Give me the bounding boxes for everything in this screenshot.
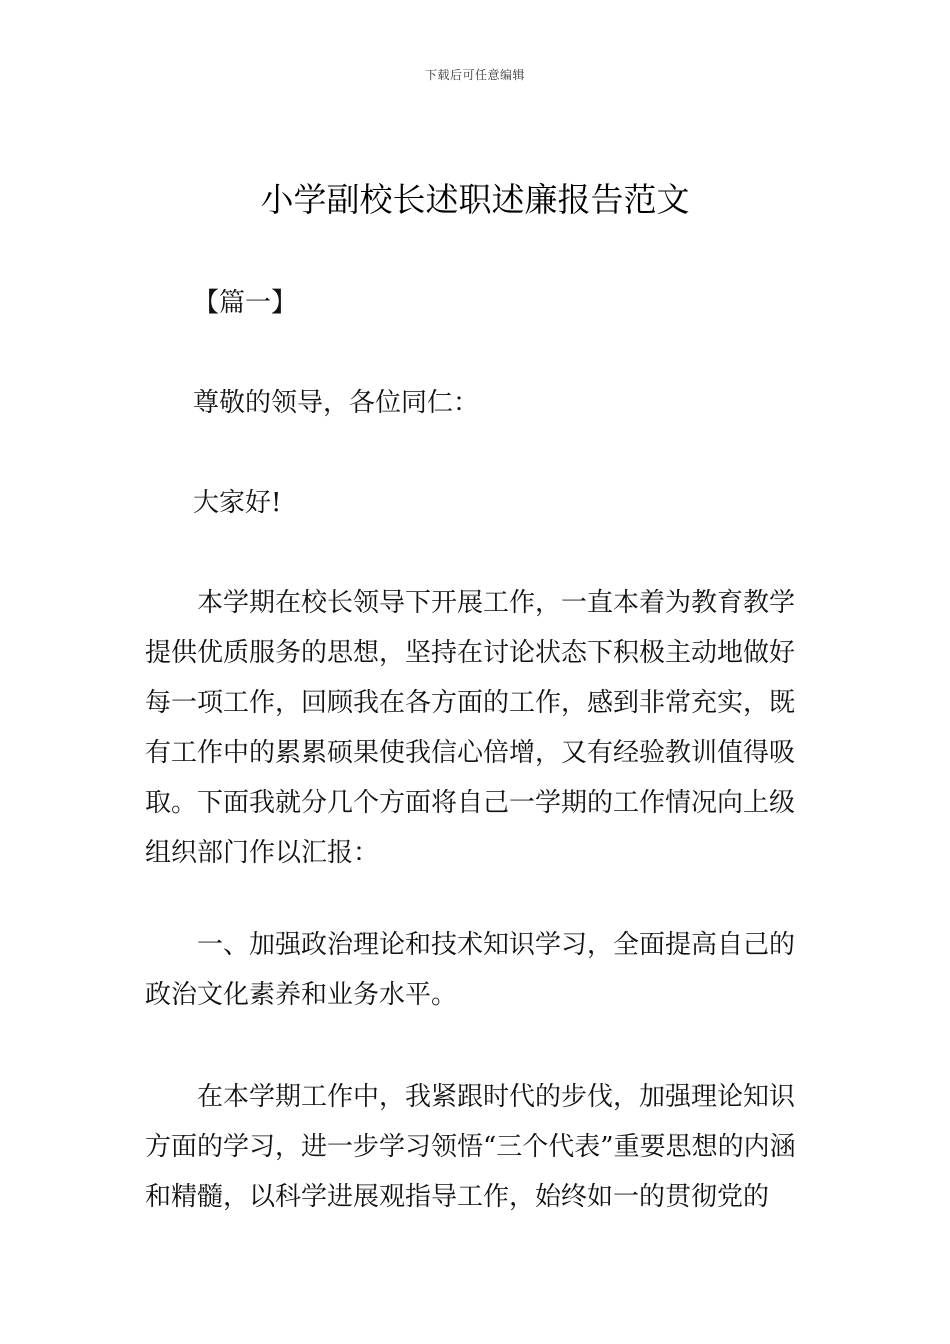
document-title: 小学副校长述职述廉报告范文 — [260, 180, 690, 219]
section-label: 【篇一】 — [193, 288, 298, 318]
paragraph-study: 在本学期工作中，我紧跟时代的步伐，加强理论知识方面的学习，进一步学习领悟“三个代表”重要思想的内涵和精髓，以科学进展观指导工作，始终如一的贯彻党的 — [145, 1082, 796, 1212]
header-note: 下载后可任意编辑 — [424, 68, 525, 82]
paragraph-intro: 本学期在校长领导下开展工作，一直本着为教育教学提供优质服务的思想，坚持在讨论状态下积极主动地做好每一项工作，回顾我在各方面的工作，感到非常充实，既有工作中的累累硕果使我信心倍增，又有经验教训值得吸取。下面我就分几个方面将自己一学期的工作情况向上级组织部门作以汇报： — [145, 588, 796, 868]
greeting: 大家好! — [193, 488, 282, 518]
salutation: 尊敬的领导，各位同仁： — [193, 388, 480, 418]
section-heading-1: 一、加强政治理论和技术知识学习，全面提高自己的政治文化素养和业务水平。 — [145, 930, 796, 1010]
